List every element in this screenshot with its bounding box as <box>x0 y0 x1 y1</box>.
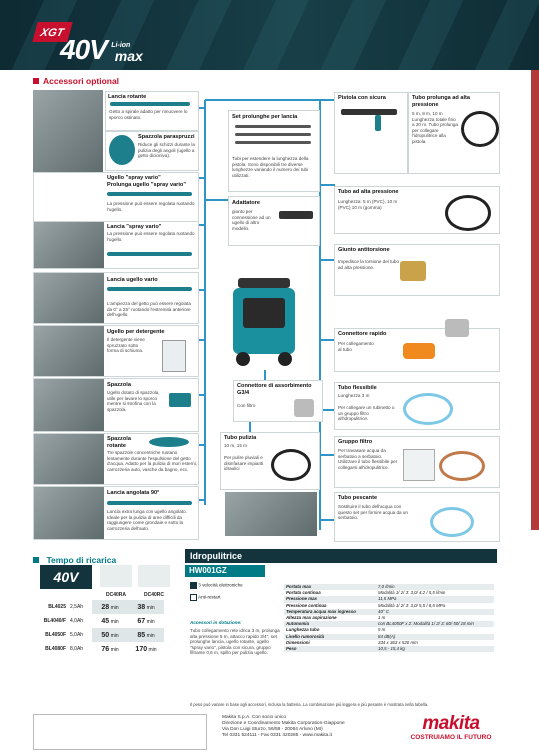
gun-handle <box>375 115 381 131</box>
item-desc: L'ampiezza del getto può essere regolata da 0° a 25° ruotando l'estremità anteriore dell'ugello. <box>107 301 191 317</box>
unit: min <box>148 646 157 653</box>
item-lancia-angolata <box>33 486 199 540</box>
charger-rc-image <box>138 565 170 587</box>
item-giunto-antitorsione <box>334 244 500 296</box>
item-desc: Riduce gli schizzi durante la pulizia degli angoli (ugello a getto dicioniva). <box>138 142 195 158</box>
spec-label: Livello rumorosità <box>286 633 325 639</box>
unit: min <box>146 618 155 625</box>
chem-text: Li-ion <box>111 42 131 49</box>
footer-line-3: Via Don Luigi Sturzo, 56/58 - 20064 Arluno (MI) <box>222 727 323 732</box>
spec-label: Autonomia <box>286 621 309 627</box>
spec-value: 1 m <box>378 615 386 621</box>
item-desc: Lunghezza: 5 m (PVC), 10 m (PVC) 10 m (gomma) <box>338 199 398 210</box>
charger-rc-label: DC40RC <box>143 592 164 598</box>
item-title: Spazzola paraspruzzi <box>138 134 195 140</box>
speed-icon <box>190 582 197 589</box>
makita-logo <box>405 714 497 741</box>
makita-logo-text: makita <box>422 713 480 734</box>
item-set-prolunghe <box>228 110 320 192</box>
photo-tractor <box>34 487 104 539</box>
spec-label: Portata max <box>286 584 312 590</box>
40v-logo <box>40 565 92 589</box>
spec-label: Portata continua <box>286 590 321 596</box>
footer-line-4: Tel 0331 524111 - Fax 0331 420285 - www.makita.it <box>222 733 332 738</box>
item-connettore-g34 <box>233 380 323 422</box>
item-desc: Tre spazzole concentriche ruotano lentamente durante l'espulsione del getto d'acqua. Adatto per la pulizia di muri esterni, carrozzeria auto, vasche da bagno, ecc. <box>107 450 197 472</box>
item-tubo-alta-pressione <box>334 186 500 234</box>
foam-bottle-icon <box>162 340 186 372</box>
tap-icon <box>445 319 469 337</box>
unit: min <box>146 632 155 639</box>
item-desc: 5 m, 8 m, 10 m Lunghezza totale fino a 20 m. Tubo prolunga per collegare l'idropulitrice alla pistola. <box>412 111 458 144</box>
item-title-2: Prolunga ugello "spray vario" <box>107 182 186 188</box>
item-desc: 10 m, 15 m <box>224 443 247 448</box>
acc-title: Accessori in dotazione: <box>190 620 242 625</box>
item-title: Tubo pescante <box>338 495 378 501</box>
item-desc: Il detergente viene spruzzato sotto forma di schiuma. <box>107 337 145 353</box>
suction-hose-icon <box>430 507 474 537</box>
item-pistola <box>334 92 408 174</box>
filter-hose-icon <box>439 451 485 481</box>
time-ra: 28 <box>101 603 110 611</box>
item-spazzola-rotante <box>33 433 199 485</box>
item-title: Tubo prolunga ad alta pressione <box>412 95 471 108</box>
photo-wall <box>34 434 104 484</box>
idro-title: Idropulitrice <box>190 551 243 561</box>
item-title: Tubo pulizia <box>224 435 257 441</box>
spec-value: 11,5 MPa <box>378 596 397 602</box>
time-rc: 85 <box>137 631 146 639</box>
photo-car-foam <box>34 326 104 376</box>
item-desc: La pressione può essere regolata ruotando l'ugello. <box>107 201 195 212</box>
table-row <box>36 642 164 656</box>
item-desc-2: Per pulire pluviali e disinfasare impianti idraulici <box>224 455 264 471</box>
charger-ra-image <box>100 565 132 587</box>
spec-value: con BL4050F x 2: Modalità 1/ 2/ 3: 60/ 50/ 18 min <box>378 621 474 627</box>
item-tubo-pescante <box>334 492 500 542</box>
footer-line-1: Makita S.p.A. Con socio unico <box>222 715 286 720</box>
battery-ah: 4,0Ah <box>70 618 84 624</box>
item-title: Lancia "spray vario" <box>107 224 162 230</box>
battery-model: BL4080F <box>45 646 66 652</box>
spec-label: Altezza max aspirazione <box>286 615 337 621</box>
flex-hose-icon <box>403 393 453 425</box>
item-title: Adattatore <box>232 200 260 206</box>
adapter-icon <box>279 211 313 219</box>
item-desc: Getto a spirale adatto per rimuovere lo sporco ostinato. <box>109 109 188 120</box>
item-tubo-prolunga <box>408 92 500 174</box>
photo-car-brush <box>34 379 104 431</box>
feature-text: Anti-restart <box>198 594 221 600</box>
voltage-text: 40V <box>60 34 107 65</box>
acc-text: Tubo collegamento rete idrica 3 m, prolunga alta pressione 5 m, attacco rapido 3/4", set prolunghe lancia, ugello rotante, ugello "spray vario", pistola con sicura, gruppo filtrante 0,6 m, spillo per pulizia ugello. <box>190 628 280 655</box>
unit: min <box>110 646 119 653</box>
item-lancia-ugello-vario <box>33 272 199 324</box>
spec-label: Temperatura acqua max ingresso <box>286 608 356 614</box>
item-desc: Ugello dotato di spazzola, utile per lavare lo sporco mentre si strofina con la spazzola. <box>107 390 160 412</box>
connector-icon <box>294 399 314 417</box>
charger-ra-label: DC40RA <box>105 592 126 598</box>
brush-shield-icon <box>109 135 135 165</box>
item-desc: Impedisce la torsione del tubo ad alta pressione. <box>338 259 400 270</box>
angled-lance-icon <box>107 501 192 505</box>
pressure-washer-image <box>228 278 302 370</box>
item-title: Gruppo filtro <box>338 439 373 445</box>
item-connettore-rapido <box>334 328 500 372</box>
antirestart-icon <box>190 594 197 601</box>
photo-drain <box>225 492 317 536</box>
item-title: Connettore rapido <box>338 331 387 337</box>
battery-model: BL4050F <box>45 632 66 638</box>
item-title: Spazzola <box>107 382 131 388</box>
unit: min <box>110 618 119 625</box>
model-text: HW001GZ <box>189 566 227 575</box>
photo-patio <box>33 90 103 175</box>
spec-label: Dimensioni <box>286 639 310 645</box>
lance-icon <box>107 252 192 256</box>
item-desc: Per collegamento al tubo <box>338 341 374 352</box>
spec-value: 84 dB(A) <box>378 633 396 639</box>
item-tubo-pulizia <box>220 432 320 490</box>
ricarica-title-text: Tempo di ricarica <box>46 555 117 565</box>
photo-lawn <box>34 273 104 323</box>
item-title: Tubo flessibile <box>338 385 377 391</box>
unit: min <box>146 604 155 611</box>
tube-icon-3 <box>235 141 311 144</box>
spec-table <box>284 584 494 652</box>
table-row <box>36 628 164 642</box>
lance-icon <box>107 287 192 291</box>
time-rc: 38 <box>137 603 146 611</box>
quick-connector-icon <box>403 343 435 359</box>
battery-ah: 8,0Ah <box>70 646 84 652</box>
time-ra: 76 <box>101 645 110 653</box>
spec-value: Modalità 1/ 2/ 3: 3,0/ 5,5 / 8,5 MPa <box>378 602 446 608</box>
40v-logo-text: 40V <box>53 569 79 585</box>
spec-value: 10,5 - 15,4 kg <box>378 645 405 651</box>
item-desc: Sostituire il tubo dell'acqua con questo set per fornire acqua da un serbatoio. <box>338 504 408 520</box>
item-title: Giunto antitorsione <box>338 247 390 253</box>
rotating-brush-icon <box>149 437 189 447</box>
item-desc: Lunghezza 3 m <box>338 393 370 398</box>
item-title: Spazzola rotante <box>107 436 131 449</box>
item-ugello-spray <box>33 172 199 222</box>
item-gruppo-filtro <box>334 436 500 488</box>
item-title: Ugello per detergente <box>107 329 165 335</box>
idro-note: Il peso può variare in base agli accessori, inclusa la batteria. La combinazione più leggera e più pesante è mostrata nella tabella. <box>190 702 429 707</box>
makita-tagline: COSTRUIAMO IL FUTURO <box>410 734 492 741</box>
max-text: max <box>114 48 143 64</box>
spec-label: Pressione continua <box>286 602 327 608</box>
item-desc: Per travasare acqua da serbatoio a serbatoio. Utilizzare il tubo flessibile per collegarsi all'idropulitrice. <box>338 448 398 470</box>
time-rc: 170 <box>135 645 148 653</box>
spec-value: 7,0 l/min <box>378 584 395 590</box>
item-spazzola <box>33 378 199 432</box>
tube-icon-2 <box>235 133 311 136</box>
item-desc: La pressione può essere regolata ruotando l'ugello. <box>107 231 195 242</box>
tube-icon-1 <box>235 125 311 128</box>
idro-header <box>185 549 497 563</box>
item-title: Pistola con sicura <box>338 95 386 101</box>
spec-label: Pressione max <box>286 596 317 602</box>
spec-row <box>284 646 494 652</box>
swivel-icon <box>400 261 426 281</box>
unit: min <box>110 632 119 639</box>
stamp-box <box>33 714 207 750</box>
item-lancia-rotante <box>105 91 199 131</box>
battery-model: BL4025 <box>48 604 66 610</box>
xgt-text: XGT <box>39 27 65 39</box>
battery-ah: 5,0Ah <box>70 632 84 638</box>
table-row <box>36 600 164 614</box>
item-lancia-spray <box>33 221 199 269</box>
accessori-title-text: Accessori optional <box>43 76 120 86</box>
item-desc: giunto per connessione ad un ugello di altro modello. <box>232 209 271 231</box>
footer-address <box>222 715 345 739</box>
hose-icon <box>461 111 499 147</box>
spec-value: 334 x 363 x 520 mm <box>378 639 418 645</box>
item-desc: Con filtro <box>237 403 256 408</box>
model-badge <box>185 565 265 577</box>
item-adattatore <box>228 196 320 246</box>
item-ugello-detergente <box>33 325 199 377</box>
spec-label: Peso <box>286 645 297 651</box>
brush-icon <box>169 393 191 407</box>
item-title: Tubo ad alta pressione <box>338 189 399 195</box>
item-title: Lancia angolata 90° <box>107 490 160 496</box>
item-title: Ugello "spray vario" <box>107 175 161 181</box>
spec-value: 5 m <box>378 627 386 633</box>
table-row <box>36 614 164 628</box>
photo-sink <box>34 222 104 268</box>
feature-text: 3 velocità elettroniche <box>198 582 243 588</box>
item-title: Lancia ugello vario <box>107 277 158 283</box>
hose-icon <box>445 195 491 231</box>
spec-value: Modalità 1/ 2/ 3: 3,0/ 4,2 / 5,5 l/min <box>378 590 446 596</box>
battery-ah: 2,5Ah <box>70 604 84 610</box>
item-title: Lancia rotante <box>108 94 147 100</box>
item-title: Set prolunghe per lancia <box>232 114 298 120</box>
time-ra: 45 <box>101 617 110 625</box>
unit: min <box>110 604 119 611</box>
footer-line-2: Direzione e Coordinamento Makita Corporation-Giappone <box>222 721 345 726</box>
gun-icon <box>341 109 397 115</box>
battery-model: BL4040/F <box>43 618 66 624</box>
tank-icon <box>403 449 435 481</box>
ricarica-table <box>36 600 164 656</box>
feature-antirestart <box>190 594 221 601</box>
item-title: Connettore di assorbimento G3/4 <box>237 383 312 396</box>
item-desc-2: Per collegare un rubinetto o un gruppo filtro all'idropulitrice. <box>338 405 395 421</box>
item-tubo-flessibile <box>334 382 500 430</box>
time-rc: 67 <box>137 617 146 625</box>
extension-icon <box>107 192 192 196</box>
item-desc: Tubi per estendere la lunghezza della pistola. Sono disponibili tre diverse lunghezze variando il numero dei tubi utilizzati. <box>232 156 309 178</box>
item-desc: Lancia extra lunga con ugello angolato. Ideale per la pulizia di aree difficili da raggiungere come grondaie e sotto la carrozzeria dell'auto. <box>107 509 187 531</box>
time-ra: 50 <box>101 631 110 639</box>
item-spazzola-paraspruzzi <box>105 131 199 171</box>
hose-icon <box>271 449 311 481</box>
spec-label: Lunghezza tubo <box>286 627 320 633</box>
spec-value: 40° C <box>378 608 390 614</box>
feature-speeds <box>190 582 243 589</box>
lance-icon <box>110 102 190 106</box>
